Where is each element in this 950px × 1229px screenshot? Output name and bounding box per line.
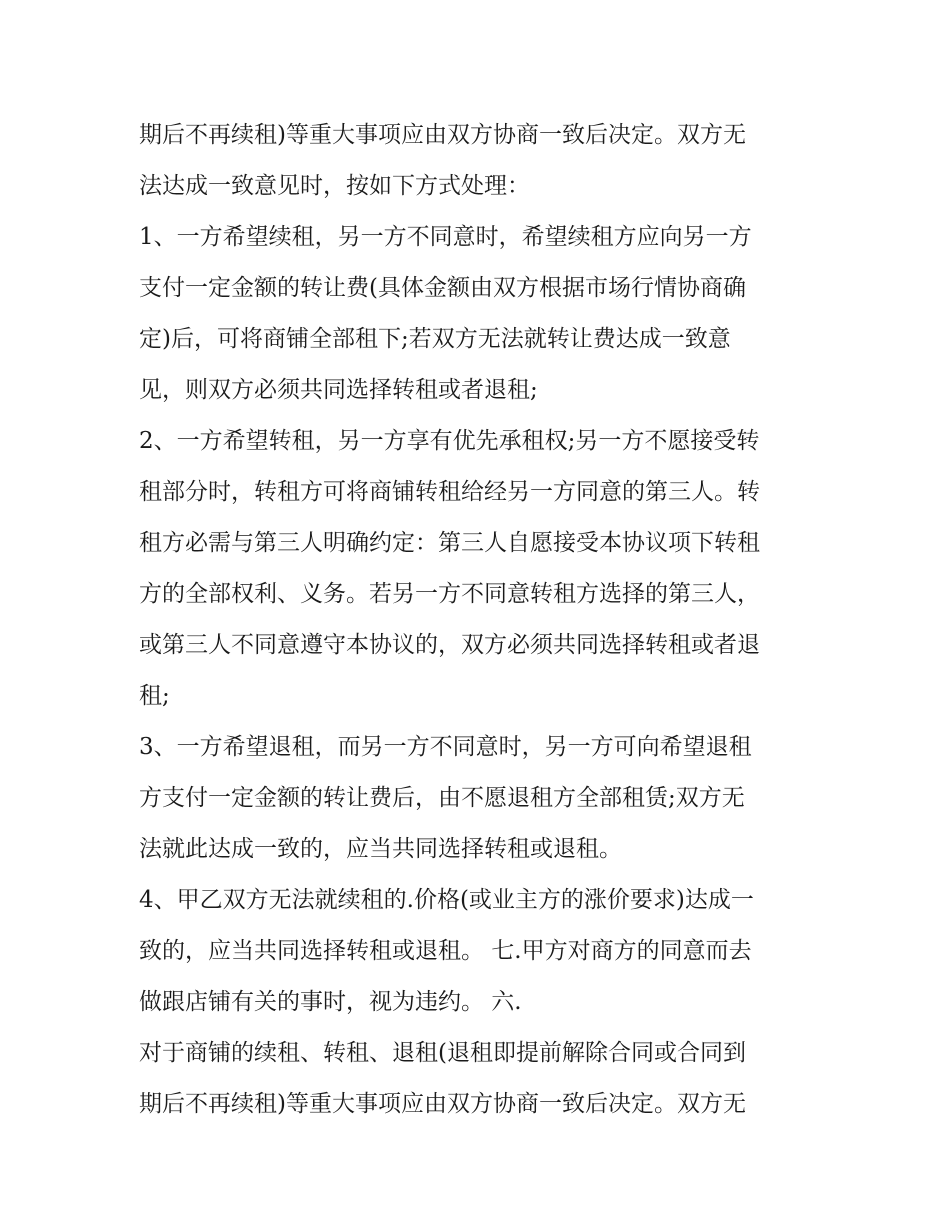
text-line: 方的全部权利、义务。若另一方不同意转租方选择的第三人， xyxy=(139,581,760,607)
text-line: 3、一方希望退租，而另一方不同意时，另一方可向希望退租 xyxy=(139,734,752,760)
text-line: 期后不再续租)等重大事项应由双方协商一致后决定。双方无 xyxy=(139,1091,746,1117)
text-line: 法就此达成一致的，应当共同选择转租或退租。 xyxy=(139,836,622,862)
text-line: 租方必需与第三人明确约定：第三人自愿接受本协议项下转租 xyxy=(139,530,760,556)
text-line: 2、一方希望转租，另一方享有优先承租权;另一方不愿接受转 xyxy=(139,428,760,454)
text-line: 4、甲乙双方无法就续租的.价格(或业主方的涨价要求)达成一 xyxy=(139,887,754,913)
text-line: 致的，应当共同选择转租或退租。 七.甲方对商方的同意而去 xyxy=(139,938,752,964)
text-line: 1、一方希望续租，另一方不同意时，希望续租方应向另一方 xyxy=(139,224,752,250)
text-line: 租部分时，转租方可将商铺转租给经另一方同意的第三人。转 xyxy=(139,479,760,505)
text-line: 支付一定金额的转让费(具体金额由双方根据市场行情协商确 xyxy=(139,275,746,301)
text-line: 法达成一致意见时，按如下方式处理： xyxy=(139,173,530,199)
text-line: 定)后，可将商铺全部租下;若双方无法就转让费达成一致意 xyxy=(139,326,731,352)
text-line: 对于商铺的续租、转租、退租(退租即提前解除合同或合同到 xyxy=(139,1040,746,1066)
text-line: 期后不再续租)等重大事项应由双方协商一致后决定。双方无 xyxy=(139,122,746,148)
text-line: 做跟店铺有关的事时，视为违约。 六. xyxy=(139,989,522,1015)
body-text xyxy=(139,110,829,1130)
text-line: 租; xyxy=(139,683,170,709)
text-line: 或第三人不同意遵守本协议的，双方必须共同选择转租或者退 xyxy=(139,632,760,658)
text-line: 方支付一定金额的转让费后，由不愿退租方全部租赁;双方无 xyxy=(139,785,745,811)
text-line: 见，则双方必须共同选择转租或者退租; xyxy=(139,377,538,403)
